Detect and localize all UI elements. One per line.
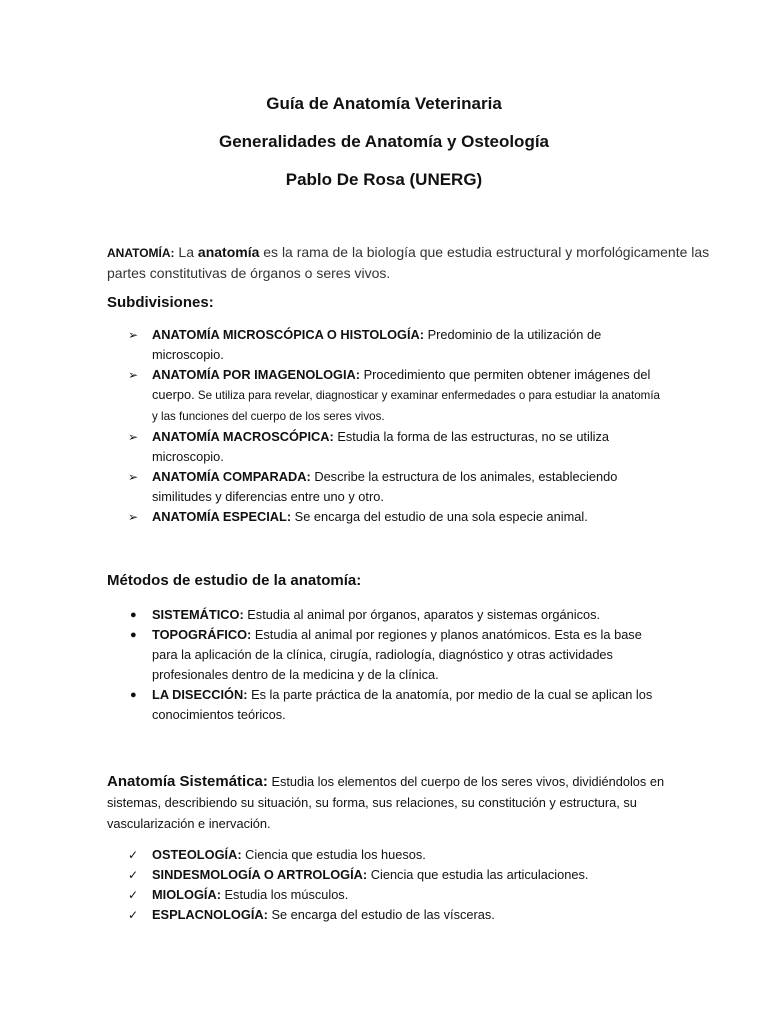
list-item: ➢ ANATOMÍA MICROSCÓPICA O HISTOLOGÍA: Predominio de la utilización de microscopio. bbox=[128, 327, 602, 362]
sistematica-paragraph bbox=[107, 771, 667, 834]
check-icon: ✓ bbox=[128, 888, 139, 902]
sistematica-list bbox=[0, 845, 662, 925]
sistematica-heading: Anatomía Sistemática: bbox=[107, 773, 268, 790]
check-icon: ✓ bbox=[128, 908, 139, 922]
arrow-bullet-icon: ➢ bbox=[128, 430, 139, 444]
list-item: ● SISTEMÁTICO: Estudia al animal por órganos, aparatos y sistemas orgánicos. bbox=[0, 605, 662, 625]
sistematica-text: Estudia los elementos del cuerpo de los seres vivos, dividiéndolos en sistemas, describiendo su situación, su forma, sus relaciones, su constitución y estructura, su vascularización e inervación. bbox=[107, 774, 665, 831]
bullet-icon: ● bbox=[130, 689, 137, 701]
doc-subtitle: Generalidades de Anatomía y Osteología bbox=[218, 132, 550, 151]
doc-title: Guía de Anatomía Veterinaria bbox=[266, 94, 502, 113]
bullet-icon: ● bbox=[130, 629, 137, 641]
list-item: ● LA DISECCIÓN: Es la parte práctica de la anatomía, por medio de la cual se aplican los conocimientos teóricos. bbox=[130, 687, 653, 722]
anatomy-definition bbox=[107, 242, 717, 283]
check-icon: ✓ bbox=[128, 848, 139, 862]
definition-text: es la rama de la biología que estudia estructural y morfológicamente las partes constitutivas de órganos o seres vivos. bbox=[107, 244, 710, 281]
list-item: ✓ MIOLOGÍA: Estudia los músculos. bbox=[0, 885, 662, 905]
list-item: ● TOPOGRÁFICO: Estudia al animal por regiones y planos anatómicos. Esta es la base para la aplicación de la clínica, cirugía, radiología, diagnóstico y otras actividades profesionales dentro de la medicina y de la clínica. bbox=[130, 627, 642, 682]
subdivisiones-heading: Subdivisiones: bbox=[107, 294, 214, 311]
list-item: ➢ ANATOMÍA MACROSCÓPICA: Estudia la forma de las estructuras, no se utiliza microscopio. bbox=[128, 429, 610, 464]
definition-pre: La bbox=[174, 244, 198, 260]
list-item: ✓ SINDESMOLOGÍA O ARTROLOGÍA: Ciencia que estudia las articulaciones. bbox=[0, 865, 662, 885]
list-item: ✓ OSTEOLOGÍA: Ciencia que estudia los huesos. bbox=[0, 845, 662, 865]
subdivisiones-list bbox=[0, 325, 662, 527]
metodos-list bbox=[0, 605, 662, 725]
arrow-bullet-icon: ➢ bbox=[128, 510, 139, 524]
list-item: ➢ ANATOMÍA COMPARADA: Describe la estructura de los animales, estableciendo similitudes y diferencias entre uno y otro. bbox=[128, 469, 618, 504]
check-icon: ✓ bbox=[128, 868, 139, 882]
list-item: ✓ ESPLACNOLOGÍA: Se encarga del estudio de las vísceras. bbox=[0, 905, 662, 925]
list-item: ➢ ANATOMÍA POR IMAGENOLOGIA: Procedimiento que permiten obtener imágenes del cuerpo. Se utiliza para revelar, diagnosticar y examinar enfermedades o para estudiar la anatomía y las funciones del cuerpo de los seres vivos. bbox=[128, 367, 660, 423]
doc-author: Pablo De Rosa (UNERG) bbox=[285, 170, 483, 189]
definition-term: anatomía bbox=[197, 244, 260, 260]
list-item: ➢ ANATOMÍA ESPECIAL: Se encarga del estudio de una sola especie animal. bbox=[0, 507, 662, 527]
arrow-bullet-icon: ➢ bbox=[128, 368, 139, 382]
arrow-bullet-icon: ➢ bbox=[128, 328, 139, 342]
definition-label: ANATOMÍA: bbox=[107, 246, 175, 260]
bullet-icon: ● bbox=[130, 609, 137, 621]
metodos-heading: Métodos de estudio de la anatomía: bbox=[107, 572, 362, 589]
arrow-bullet-icon: ➢ bbox=[128, 470, 139, 484]
